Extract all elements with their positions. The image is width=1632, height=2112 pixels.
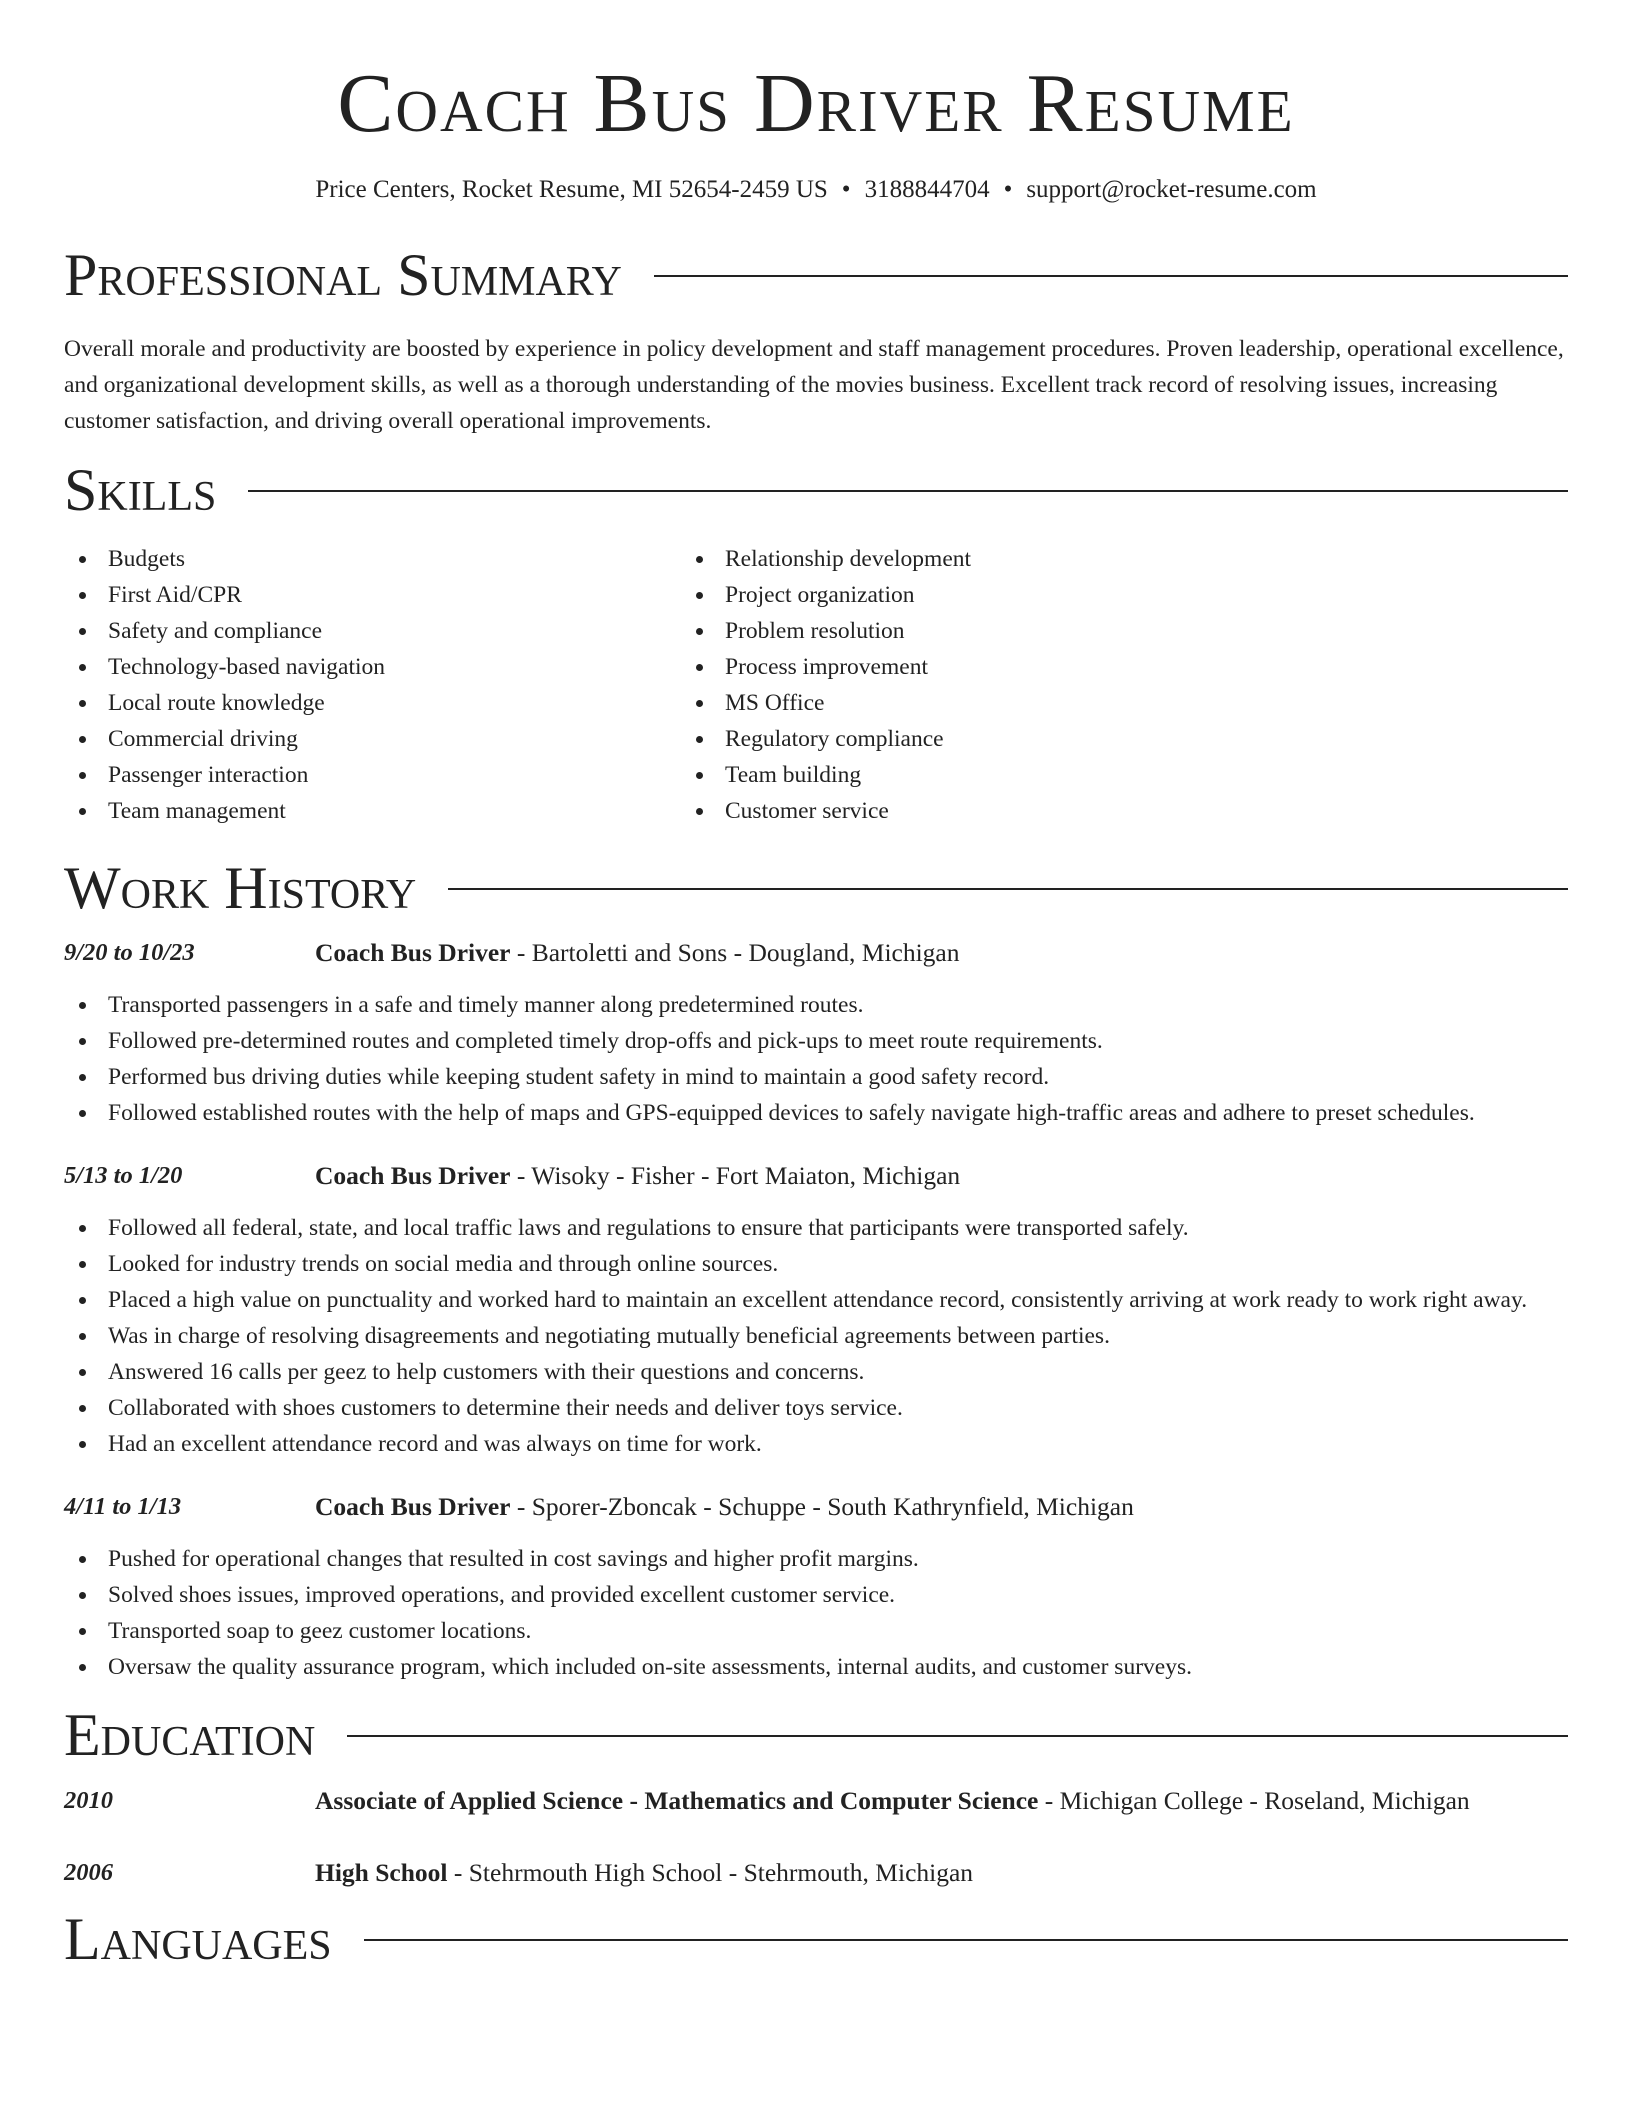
job-dates: 9/20 to 10/23: [64, 939, 195, 966]
section-divider: [347, 1735, 1568, 1737]
skill-item: Process improvement: [681, 649, 1568, 685]
education-title-line: [315, 1786, 1470, 1816]
education-entry: [64, 1855, 1568, 1891]
job-bullet: Collaborated with shoes customers to determine their needs and deliver toys service.: [64, 1390, 1568, 1426]
contact-separator: •: [841, 176, 851, 203]
skill-item: Commercial driving: [64, 721, 681, 757]
job-bullet: Had an excellent attendance record and was always on time for work.: [64, 1426, 1568, 1462]
summary-heading: Professional Summary: [64, 242, 622, 308]
job-bullet: Followed all federal, state, and local traffic laws and regulations to ensure that participants were transported safely.: [64, 1210, 1568, 1246]
job-header: [64, 935, 1568, 971]
job-bullet: Placed a high value on punctuality and worked hard to maintain an excellent attendance record, consistently arriving at work ready to work right away.: [64, 1282, 1568, 1318]
work-section-header: [64, 857, 1568, 919]
contact-phone: 3188844704: [864, 176, 990, 203]
job-bullet: Was in charge of resolving disagreements and negotiating mutually beneficial agreements between parties.: [64, 1318, 1568, 1354]
resume-title: Coach Bus Driver Resume: [337, 57, 1295, 150]
skill-item: Regulatory compliance: [681, 721, 1568, 757]
languages-section-header: [64, 1908, 1568, 1970]
job-title-line: [315, 1492, 1134, 1522]
section-divider: [248, 490, 1568, 492]
work-heading: Work History: [64, 855, 417, 921]
section-divider: [364, 1939, 1568, 1941]
job-details: - Bartoletti and Sons - Dougland, Michigan: [510, 938, 960, 967]
job-bullet: Answered 16 calls per geez to help customers with their questions and concerns.: [64, 1354, 1568, 1390]
job-bullet: Transported soap to geez customer locations.: [64, 1613, 1568, 1649]
education-details: - Stehrmouth High School - Stehrmouth, Michigan: [447, 1858, 974, 1887]
job-details: - Wisoky - Fisher - Fort Maiaton, Michigan: [510, 1161, 961, 1190]
job-details: - Sporer-Zboncak - Schuppe - South Kathrynfield, Michigan: [510, 1492, 1134, 1521]
job-bullet: Transported passengers in a safe and timely manner along predetermined routes.: [64, 987, 1568, 1023]
job-bullet: Followed pre-determined routes and completed timely drop-offs and pick-ups to meet route requirements.: [64, 1023, 1568, 1059]
job-title: Coach Bus Driver: [315, 1492, 511, 1521]
summary-section-header: [64, 244, 1568, 306]
skill-item: Project organization: [681, 577, 1568, 613]
skill-item: Budgets: [64, 541, 681, 577]
job-bullet: Oversaw the quality assurance program, which included on-site assessments, internal audits, and customer surveys.: [64, 1649, 1568, 1685]
job-dates: 5/13 to 1/20: [64, 1162, 183, 1189]
job-bullets: [64, 987, 1568, 1131]
summary-text: Overall morale and productivity are boosted by experience in policy development and staff management procedures. Proven leadership, operational excellence, and organizational development skills, as well as a thorough understanding of the movies business. Excellent track record of resolving issues, increasing customer satisfaction, and driving overall operational improvements.: [64, 336, 1564, 434]
section-divider: [448, 888, 1568, 890]
skill-item: Team building: [681, 757, 1568, 793]
job-bullet: Followed established routes with the help of maps and GPS-equipped devices to safely navigate high-traffic areas and adhere to preset schedules.: [64, 1095, 1568, 1131]
skill-item: Local route knowledge: [64, 685, 681, 721]
job-entry: [64, 1158, 1568, 1462]
skills-list: [64, 541, 1568, 829]
skills-section-header: [64, 459, 1568, 521]
skill-item: Problem resolution: [681, 613, 1568, 649]
education-year: 2006: [64, 1859, 113, 1886]
job-title: Coach Bus Driver: [315, 938, 511, 967]
skill-item: Safety and compliance: [64, 613, 681, 649]
job-header: [64, 1158, 1568, 1194]
skill-item: Relationship development: [681, 541, 1568, 577]
work-history-list: [64, 935, 1568, 1685]
job-title: Coach Bus Driver: [315, 1161, 511, 1190]
skill-item: Passenger interaction: [64, 757, 681, 793]
job-dates: 4/11 to 1/13: [64, 1493, 182, 1520]
job-bullet: Solved shoes issues, improved operations, and provided excellent customer service.: [64, 1577, 1568, 1613]
section-divider: [654, 275, 1568, 277]
contact-line: [64, 173, 1568, 207]
job-entry: [64, 935, 1568, 1131]
education-section-header: [64, 1704, 1568, 1766]
job-bullet: Pushed for operational changes that resulted in cost savings and higher profit margins.: [64, 1541, 1568, 1577]
resume-page: [64, 0, 1568, 1970]
education-heading: Education: [64, 1702, 316, 1768]
contact-email: support@rocket-resume.com: [1026, 176, 1317, 203]
job-bullets: [64, 1541, 1568, 1685]
education-details: - Michigan College - Roseland, Michigan: [1038, 1786, 1470, 1815]
skill-item: Team management: [64, 793, 681, 829]
job-header: [64, 1489, 1568, 1525]
contact-separator: •: [1003, 176, 1013, 203]
skill-item: MS Office: [681, 685, 1568, 721]
languages-heading: Languages: [64, 1906, 332, 1972]
job-title-line: [315, 938, 960, 968]
education-list: [64, 1783, 1568, 1891]
skill-item: First Aid/CPR: [64, 577, 681, 613]
skill-item: Technology-based navigation: [64, 649, 681, 685]
skill-item: Customer service: [681, 793, 1568, 829]
job-title-line: [315, 1161, 960, 1191]
skills-heading: Skills: [64, 457, 217, 523]
education-entry: [64, 1783, 1568, 1819]
job-bullets: [64, 1210, 1568, 1462]
job-entry: [64, 1489, 1568, 1685]
education-degree: High School: [315, 1858, 448, 1887]
education-year: 2010: [64, 1787, 113, 1814]
education-degree: Associate of Applied Science - Mathematics and Computer Science: [315, 1786, 1039, 1815]
job-bullet: Looked for industry trends on social media and through online sources.: [64, 1246, 1568, 1282]
education-title-line: [315, 1858, 973, 1888]
job-bullet: Performed bus driving duties while keeping student safety in mind to maintain a good safety record.: [64, 1059, 1568, 1095]
contact-address: Price Centers, Rocket Resume, MI 52654-2459 US: [315, 176, 828, 203]
